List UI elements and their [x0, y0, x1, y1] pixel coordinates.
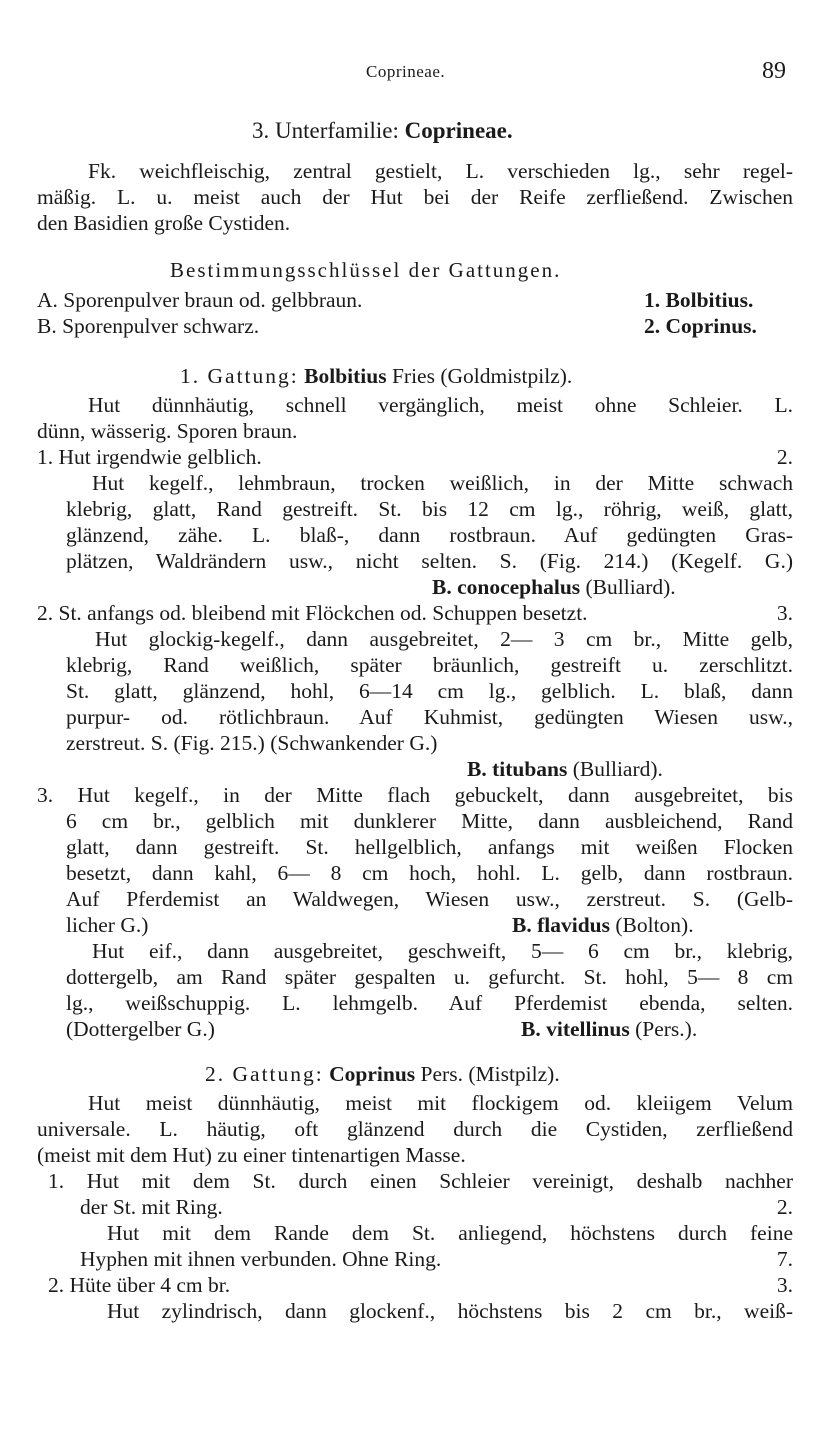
key-row-a: [37, 287, 793, 313]
species-author: (Bolton).: [615, 913, 694, 937]
key-step-2: [48, 1272, 793, 1298]
key-title: Bestimmungsschlüssel der Gattungen.: [170, 258, 562, 282]
text-line: Hyphen mit ihnen verbunden. Ohne Ring.: [80, 1247, 442, 1271]
key-step-ref-line: [80, 1194, 793, 1220]
text-line: dünn, wässerig. Sporen braun.: [37, 419, 298, 443]
key-row-text: B. Sporenpulver schwarz.: [37, 314, 260, 338]
text-line: (meist mit dem Hut) zu einer tintenartigen Masse.: [37, 1143, 466, 1167]
text-line: 2. St. anfangs od. bleibend mit Flöckchen od. Schuppen besetzt.: [37, 601, 588, 625]
step-ref: 7.: [776, 1247, 793, 1271]
species-author: (Bulliard).: [585, 575, 676, 599]
text-line: purpur- od. rötlichbraun. Auf Kuhmist, gedüngten Wiesen usw.,: [66, 705, 793, 729]
species-author: (Pers.).: [635, 1017, 698, 1041]
genus-suffix: Fries (Goldmistpilz).: [391, 364, 573, 388]
text-line: St. glatt, glänzend, hohl, 6—14 cm lg., gelblich. L. blaß, dann: [66, 679, 793, 703]
genus-heading: [180, 364, 572, 389]
text-line: besetzt, dann kahl, 6— 8 cm hoch, hohl. L. gelb, dann rostbraun.: [66, 861, 793, 885]
key-step-ref-line: [80, 1246, 793, 1272]
running-title: Coprineae.: [366, 62, 446, 81]
genus-prefix: 1. Gattung:: [180, 364, 299, 388]
subfamily-name: Coprineae.: [404, 118, 513, 143]
text-line: Hut eif., dann ausgebreitet, geschweift, 5— 6 cm br., klebrig,: [92, 939, 793, 963]
text-line: zerstreut. S. (Fig. 215.) (Schwankender G.): [66, 731, 438, 755]
text-line: licher G.): [66, 913, 149, 937]
genus-heading: [205, 1062, 560, 1087]
text-line: Hut zylindrisch, dann glockenf., höchstens bis 2 cm br., weiß-: [107, 1299, 793, 1323]
key-step-1: [37, 444, 793, 470]
text-line: lg., weißschuppig. L. lehmgelb. Auf Pferdemist ebenda, selten.: [66, 991, 793, 1015]
text-line: 1. Hut irgendwie gelblich.: [37, 445, 262, 469]
text-line: Hut glockig-kegelf., dann ausgebreitet, 2— 3 cm br., Mitte gelb,: [95, 627, 793, 651]
text-line: der St. mit Ring.: [80, 1195, 223, 1219]
intro-line-1: Fk. weichfleischig, zentral gestielt, L. verschieden lg., sehr regel-: [88, 159, 793, 183]
species-name: B. titubans: [467, 757, 568, 781]
text-line: (Dottergelber G.): [66, 1017, 215, 1041]
text-line: glänzend, zähe. L. blaß-, dann rostbraun. Auf gedüngten Gras-: [66, 523, 793, 547]
intro-line-2: mäßig. L. u. meist auch der Hut bei der Reife zerfließend. Zwischen: [37, 185, 793, 209]
intro-line-3: den Basidien große Cystiden.: [37, 211, 291, 235]
text-line: 1. Hut mit dem St. durch einen Schleier vereinigt, deshalb nachher: [48, 1169, 793, 1193]
text-line: plätzen, Waldrändern usw., nicht selten. S. (Fig. 214.) (Kegelf. G.): [66, 549, 793, 573]
species-name-line: [432, 574, 793, 600]
text-line: 6 cm br., gelblich mit dunklerer Mitte, dann ausbleichend, Rand: [66, 809, 793, 833]
step-ref: 3.: [776, 601, 793, 625]
genus-name: Coprinus: [329, 1062, 416, 1086]
text-line: Auf Pferdemist an Waldwegen, Wiesen usw., zerstreut. S. (Gelb-: [66, 887, 793, 911]
key-row-result: 2. Coprinus.: [644, 314, 757, 338]
step-ref: 2.: [776, 445, 793, 469]
species-name: B. flavidus: [512, 913, 610, 937]
text-line: Hut kegelf., lehmbraun, trocken weißlich, in der Mitte schwach: [92, 471, 793, 495]
step-ref: 2.: [776, 1195, 793, 1219]
genus-name: Bolbitius: [304, 364, 387, 388]
species-line: [66, 912, 793, 938]
genus-prefix: 2. Gattung:: [205, 1062, 324, 1086]
text-line: Hut meist dünnhäutig, meist mit flockigem od. kleiigem Velum: [88, 1091, 793, 1115]
text-line: klebrig, glatt, Rand gestreift. St. bis 12 cm lg., röhrig, weiß, glatt,: [66, 497, 793, 521]
key-row-result: 1. Bolbitius.: [644, 288, 754, 312]
page-number: 89: [762, 58, 786, 84]
text-line: Hut mit dem Rande dem St. anliegend, höchstens durch feine: [107, 1221, 793, 1245]
genus-suffix: Pers. (Mistpilz).: [420, 1062, 560, 1086]
species-author: (Bulliard).: [572, 757, 663, 781]
text-line: Hut dünnhäutig, schnell vergänglich, meist ohne Schleier. L.: [88, 393, 793, 417]
species-name: B. vitellinus: [521, 1017, 630, 1041]
species-name: B. conocephalus: [432, 575, 581, 599]
text-line: glatt, dann gestreift. St. hellgelblich, anfangs mit weißen Flocken: [66, 835, 793, 859]
text-line: universale. L. häutig, oft glänzend durch die Cystiden, zerfließend: [37, 1117, 793, 1141]
step-ref: 3.: [776, 1273, 793, 1297]
text-line: 3. Hut kegelf., in der Mitte flach gebuckelt, dann ausgebreitet, bis: [37, 783, 793, 807]
species-name-line: [467, 756, 793, 782]
subfamily-prefix: 3. Unterfamilie:: [252, 118, 399, 143]
species-line: [66, 1016, 793, 1042]
key-row-b: [37, 313, 793, 339]
text-line: dottergelb, am Rand später gespalten u. gefurcht. St. hohl, 5— 8 cm: [66, 965, 793, 989]
key-step-2: [37, 600, 793, 626]
text-line: 2. Hüte über 4 cm br.: [48, 1273, 231, 1297]
key-row-text: A. Sporenpulver braun od. gelbbraun.: [37, 288, 363, 312]
text-line: klebrig, Rand weißlich, später bräunlich, gestreift u. zerschlitzt.: [66, 653, 793, 677]
subfamily-heading: [252, 118, 513, 144]
